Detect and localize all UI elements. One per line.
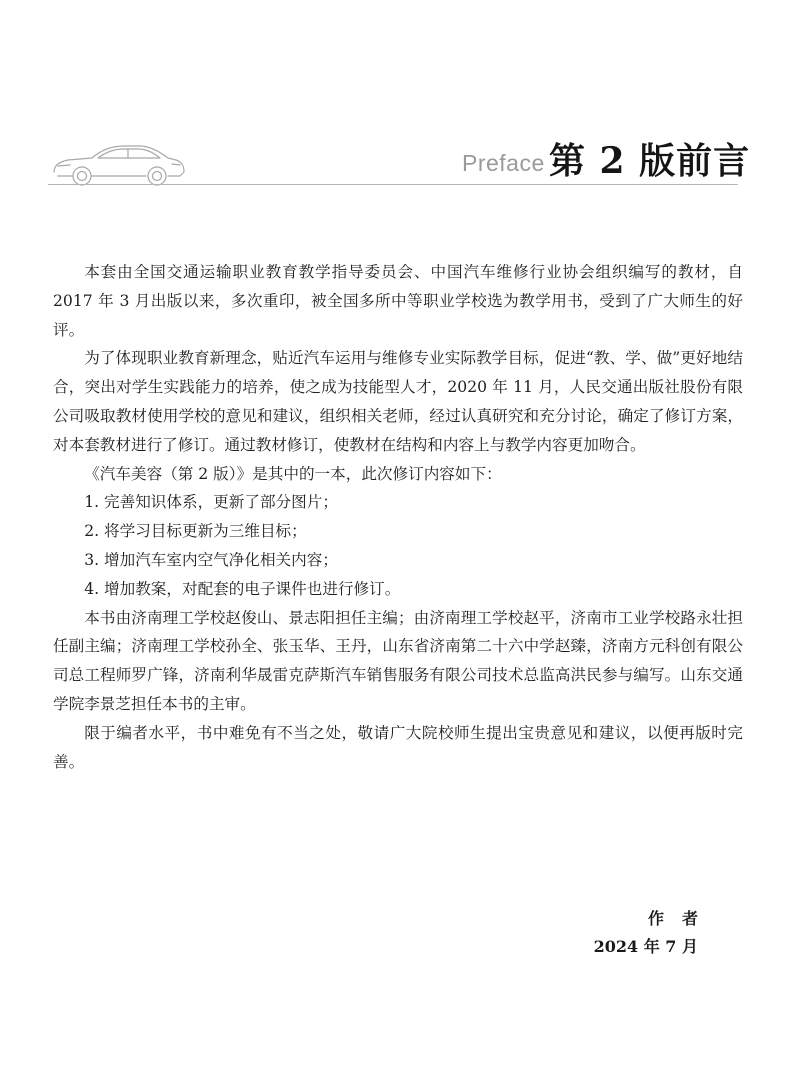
paragraph: 限于编者水平，书中难免有不当之处，敬请广大院校师生提出宝贵意见和建议，以便再版时完善。 — [53, 723, 743, 771]
car-outline-icon — [48, 138, 188, 188]
paragraph: 本书由济南理工学校赵俊山、景志阳担任主编；由济南理工学校赵平，济南市工业学校路永壮担任副主编；济南理工学校孙全、张玉华、王丹，山东省济南第二十六中学赵臻，济南方元科创有限公司总工程师罗广锋，济南利华晟雷克萨斯汽车销售服务有限公司技术总监高洪民参与编写。山东交通学院李景芝担任本书的主审。 — [53, 608, 743, 713]
list-item: 1. 完善知识体系，更新了部分图片； — [84, 493, 338, 512]
page-title: 第 2 版前言 — [549, 140, 751, 182]
list-item: 3. 增加汽车室内空气净化相关内容； — [84, 550, 338, 569]
page-header — [0, 0, 790, 200]
list-item: 2. 将学习目标更新为三维目标； — [84, 522, 307, 541]
author-label: 作者 — [647, 909, 716, 928]
paragraph: 《汽车美容（第 2 版）》是其中的一本，此次修订内容如下： — [84, 464, 502, 483]
preface-label: Preface — [462, 150, 545, 176]
paragraph: 本套由全国交通运输职业教育教学指导委员会、中国汽车维修行业协会组织编写的教材，自 2017 年 3 月出版以来，多次重印，被全国多所中等职业学校选为教学用书，受到了广大师生的好评。 — [53, 263, 743, 339]
header-rule — [48, 184, 738, 185]
date-label: 2024 年 7 月 — [593, 937, 698, 956]
signature-block — [593, 905, 716, 961]
preface-body — [53, 258, 743, 776]
list-item: 4. 增加教案，对配套的电子课件也进行修订。 — [84, 579, 401, 598]
paragraph: 为了体现职业教育新理念，贴近汽车运用与维修专业实际教学目标，促进“教、学、做”更好地结合，突出对学生实践能力的培养，使之成为技能型人才，2020 年 11 月，人民交通出版社股份有限公司吸取教材使用学校的意见和建议，组织相关老师，经过认真研究和充分讨论，确定了修订方案，对本套教材进行了修订。通过教材修订，使教材在结构和内容上与教学内容更加吻合。 — [53, 349, 743, 454]
